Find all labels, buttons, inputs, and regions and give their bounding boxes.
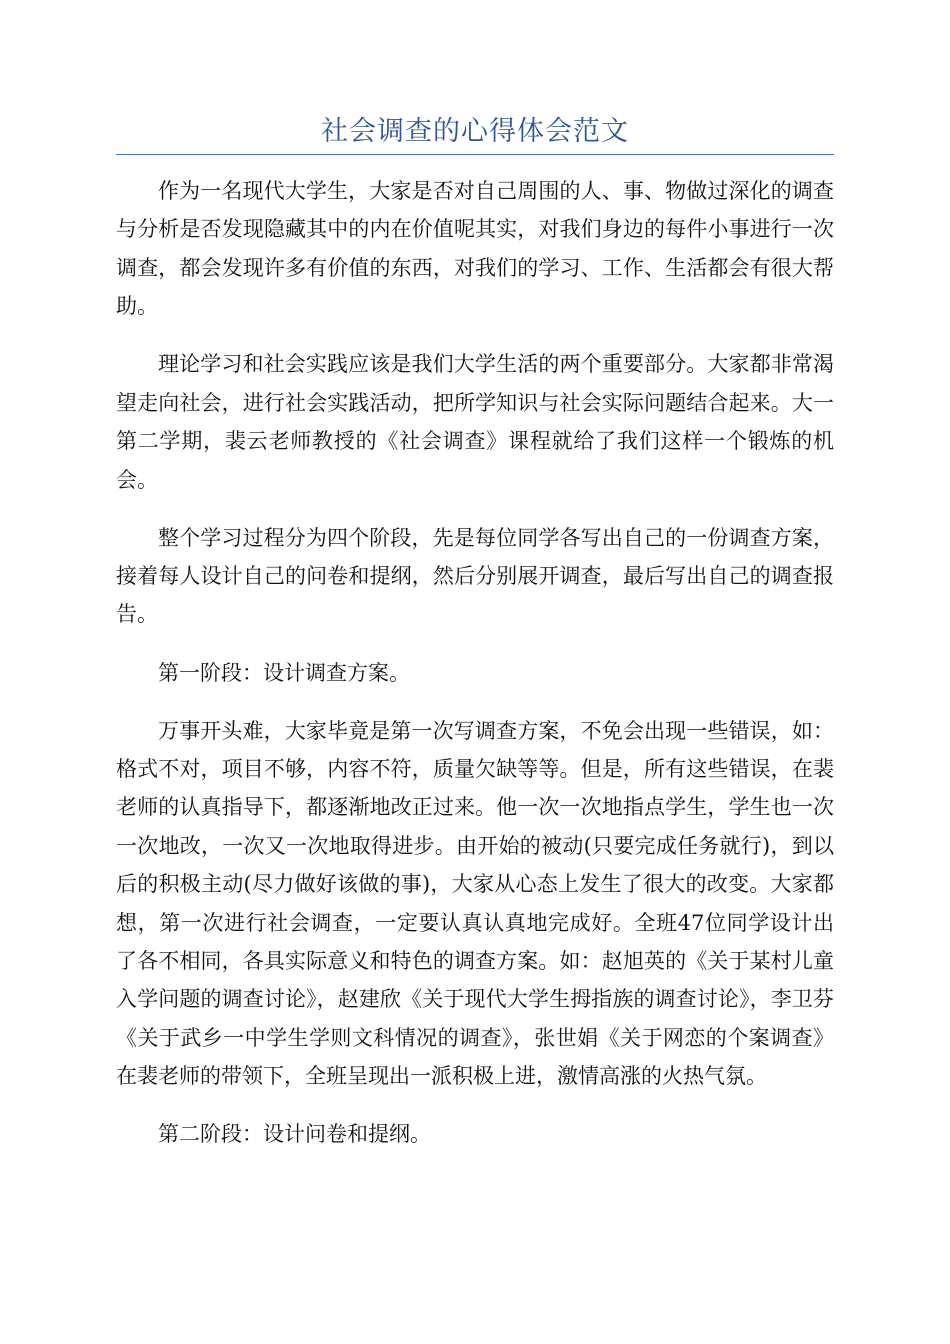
paragraph-stage-one-detail: 万事开头难，大家毕竟是第一次写调查方案，不免会出现一些错误，如：格式不对，项目不够，内容不符，质量欠缺等等。但是，所有这些错误，在裴老师的认真指导下，都逐渐地改正过来。他一次一次地指点学生，学生也一次一次地改，一次又一次地取得进步。由开始的被动(只要完成任务就行)，到以后的积极主动(尽力做好该做的事)，大家从心态上发生了很大的改变。大家都想，第一次进行社会调查，一定要认真认真地完成好。全班47位同学设计出了各不相同，各具实际意义和特色的调查方案。如：赵旭英的《关于某村儿童入学问题的调查讨论》，赵建欣《关于现代大学生拇指族的调查讨论》，李卫芬《关于武乡一中学生学则文科情况的调查》，张世娟《关于网恋的个案调查》在裴老师的带领下，全班呈现出一派积极上进，激情高涨的火热气氛。 — [116, 718, 834, 1089]
paragraph-theory-practice: 理论学习和社会实践应该是我们大学生活的两个重要部分。大家都非常渴望走向社会，进行社会实践活动，把所学知识与社会实际问题结合起来。大一第二学期，裴云老师教授的《社会调查》课程就给了我们这样一个锻炼的机会。 — [116, 352, 834, 492]
stage-one-heading: 第一阶段：设计调查方案。 — [158, 660, 410, 685]
title-underline — [116, 154, 834, 155]
paragraph-intro: 作为一名现代大学生，大家是否对自己周围的人、事、物做过深化的调查与分析是否发现隐藏其中的内在价值呢其实，对我们身边的每件小事进行一次调查，都会发现许多有价值的东西，对我们的学习、工作、生活都会有很大帮助。 — [116, 179, 834, 319]
stage-two-heading: 第二阶段：设计问卷和提纲。 — [158, 1122, 431, 1147]
paragraph-four-stages: 整个学习过程分为四个阶段，先是每位同学各写出自己的一份调查方案，接着每人设计自己的问卷和提纲，然后分别展开调查，最后写出自己的调查报告。 — [116, 525, 834, 627]
document-body — [116, 172, 834, 1173]
document-title: 社会调查的心得体会范文 — [321, 116, 629, 147]
